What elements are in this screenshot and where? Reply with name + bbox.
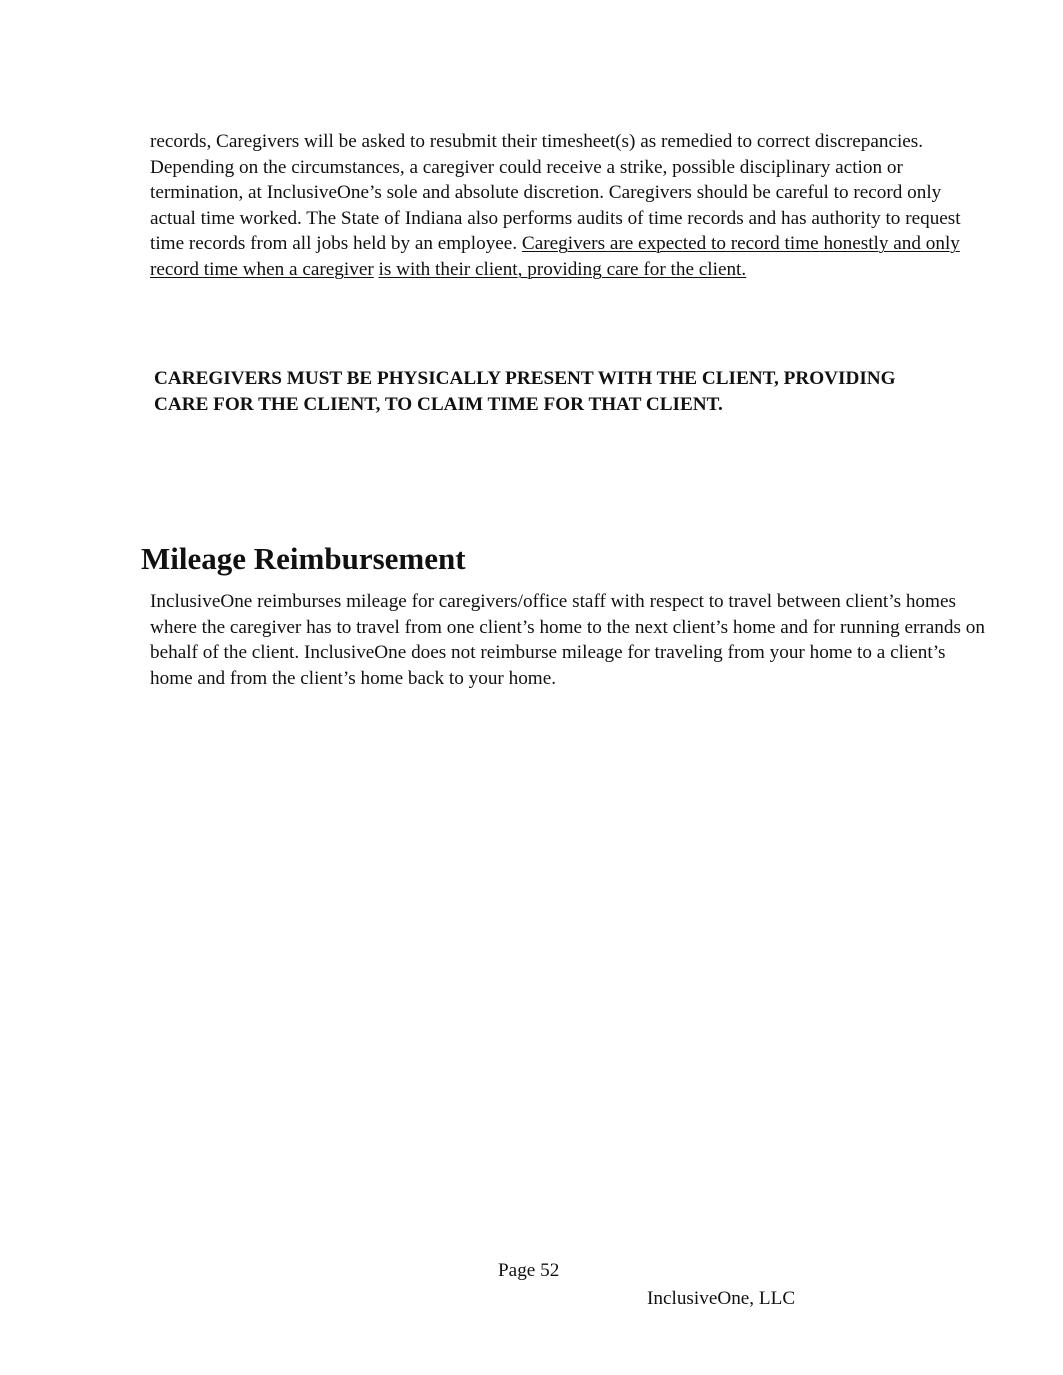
timesheet-policy-text: records, Caregivers will be asked to resubmit their timesheet(s) as remedied to correct discrepancies. Depending on the circumstances, a caregiver could receive a strike, possible disciplinary action or termination, at InclusiveOne’s sole and absolute discretion. Caregivers should be careful to record only actual time worked. The State of Indiana also performs audits of time records and has authority to request time records from all jobs held by an employee. xyxy=(150,131,961,255)
section-heading-mileage: Mileage Reimbursement xyxy=(141,541,466,576)
company-name-footer: InclusiveOne, LLC xyxy=(647,1288,796,1309)
notice-line-1: CAREGIVERS MUST BE PHYSICALLY PRESENT WITH THE CLIENT, PROVIDING xyxy=(154,368,896,389)
mileage-policy-paragraph: InclusiveOne reimburses mileage for caregivers/office staff with respect to travel between client’s homes where the caregiver has to travel from one client’s home to the next client’s home and for running errands on behalf of the client. InclusiveOne does not reimburse mileage for traveling from your home to a client’s home and from the client’s home back to your home. xyxy=(150,591,985,689)
honesty-statement-underlined-b: is with their client, providing care for the client. xyxy=(378,258,747,280)
page-number: Page 52 xyxy=(498,1260,560,1281)
timesheet-policy-paragraph xyxy=(150,129,990,283)
notice-line-2: CARE FOR THE CLIENT, TO CLAIM TIME FOR THAT CLIENT. xyxy=(154,394,723,415)
honesty-statement-underlined-a: Caregivers are expected to record time honestly and only record time when a caregiver xyxy=(150,233,960,280)
physical-presence-notice xyxy=(154,366,994,418)
